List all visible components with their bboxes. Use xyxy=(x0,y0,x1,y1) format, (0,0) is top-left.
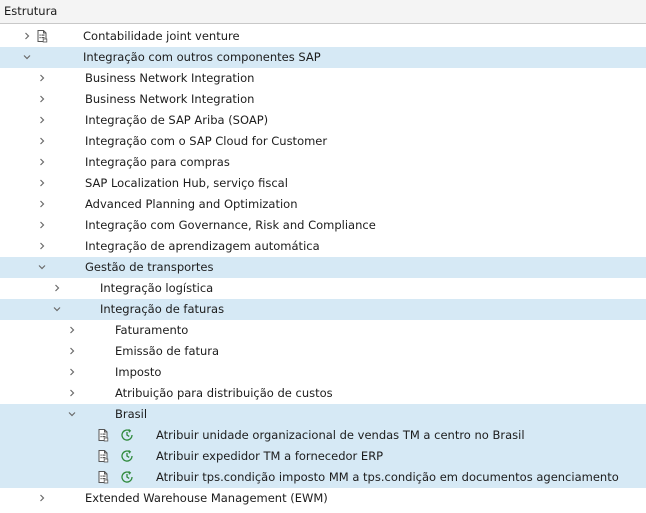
chevron-right-icon[interactable] xyxy=(37,136,47,146)
chevron-right-icon[interactable] xyxy=(37,220,47,230)
chevron-right-icon[interactable] xyxy=(37,178,47,188)
tree-row-faturamento[interactable] xyxy=(0,320,646,341)
chevron-down-icon[interactable] xyxy=(22,52,32,62)
chevron-right-icon[interactable] xyxy=(37,115,47,125)
tree-row-atribuir-unidade-organizacional-de-venda[interactable] xyxy=(0,425,646,446)
chevron-right-icon[interactable] xyxy=(37,73,47,83)
tree-row-sap-localization-hub-servico-fiscal[interactable] xyxy=(0,173,646,194)
chevron-right-icon[interactable] xyxy=(37,199,47,209)
tree-row-contabilidade-joint-venture[interactable] xyxy=(0,26,646,47)
chevron-down-icon[interactable] xyxy=(37,262,47,272)
chevron-right-icon[interactable] xyxy=(37,157,47,167)
tree-row-integracao-de-aprendizagem-automatica[interactable] xyxy=(0,236,646,257)
tree-row-label: Emissão de fatura xyxy=(115,344,220,358)
tree-row-label: Faturamento xyxy=(115,323,189,337)
chevron-right-icon[interactable] xyxy=(37,241,47,251)
tree-row-extended-warehouse-management-ewm[interactable] xyxy=(0,488,646,509)
customizing-document-icon[interactable] xyxy=(96,428,110,442)
tree-row-label: Integração de SAP Ariba (SOAP) xyxy=(85,113,269,127)
chevron-right-icon[interactable] xyxy=(37,94,47,104)
tree-row-brasil[interactable] xyxy=(0,404,646,425)
tree-row-label: Extended Warehouse Management (EWM) xyxy=(85,491,328,505)
clock-icon[interactable] xyxy=(120,449,134,463)
tree-row-label: Integração de faturas xyxy=(100,302,225,316)
tree-header xyxy=(0,0,646,24)
tree-row-label: Integração logística xyxy=(100,281,214,295)
tree-row-label: Atribuir unidade organizacional de vendas TM a centro no Brasil xyxy=(156,428,525,442)
tree-row-integracao-com-o-sap-cloud-for-customer[interactable] xyxy=(0,131,646,152)
tree-row-integracao-com-governance-risk-and-compl[interactable] xyxy=(0,215,646,236)
tree-row-label: Integração com Governance, Risk and Compliance xyxy=(85,218,376,232)
chevron-right-icon[interactable] xyxy=(52,283,62,293)
tree-row-label: Business Network Integration xyxy=(85,92,255,106)
header-title: Estrutura xyxy=(4,4,58,18)
tree-row-integracao-com-outros-componentes-sap[interactable] xyxy=(0,47,646,68)
chevron-right-icon[interactable] xyxy=(67,367,77,377)
tree-row-label: Business Network Integration xyxy=(85,71,255,85)
tree-row-integracao-para-compras[interactable] xyxy=(0,152,646,173)
tree-row-gestao-de-transportes[interactable] xyxy=(0,257,646,278)
tree-row-label: Imposto xyxy=(115,365,162,379)
tree-row-label: Integração com o SAP Cloud for Customer xyxy=(85,134,328,148)
tree-row-advanced-planning-and-optimization[interactable] xyxy=(0,194,646,215)
tree-row-imposto[interactable] xyxy=(0,362,646,383)
chevron-right-icon[interactable] xyxy=(67,346,77,356)
tree-row-label: Gestão de transportes xyxy=(85,260,214,274)
tree-row-label: Contabilidade joint venture xyxy=(83,29,240,43)
tree-row-atribuir-tps-condicao-imposto-mm-a-tps-c[interactable] xyxy=(0,467,646,488)
clock-icon[interactable] xyxy=(120,428,134,442)
tree-row-label: Atribuir tps.condição imposto MM a tps.condição em documentos agenciamento xyxy=(156,470,619,484)
tree-row-business-network-integration[interactable] xyxy=(0,89,646,110)
chevron-right-icon[interactable] xyxy=(67,388,77,398)
tree-row-label: Integração para compras xyxy=(85,155,230,169)
customizing-document-icon[interactable] xyxy=(35,29,49,43)
clock-icon[interactable] xyxy=(120,470,134,484)
tree-row-integracao-logistica[interactable] xyxy=(0,278,646,299)
tree-row-label: Advanced Planning and Optimization xyxy=(85,197,298,211)
tree-row-label: Integração com outros componentes SAP xyxy=(83,50,321,64)
tree-row-label: Integração de aprendizagem automática xyxy=(85,239,320,253)
chevron-down-icon[interactable] xyxy=(67,409,77,419)
tree-row-integracao-de-faturas[interactable] xyxy=(0,299,646,320)
chevron-down-icon[interactable] xyxy=(52,304,62,314)
tree-row-emissao-de-fatura[interactable] xyxy=(0,341,646,362)
tree-row-label: SAP Localization Hub, serviço fiscal xyxy=(85,176,288,190)
customizing-document-icon[interactable] xyxy=(96,449,110,463)
tree-row-atribuir-expedidor-tm-a-fornecedor-erp[interactable] xyxy=(0,446,646,467)
chevron-right-icon[interactable] xyxy=(67,325,77,335)
tree-row-label: Atribuir expedidor TM a fornecedor ERP xyxy=(156,449,384,463)
tree-row-label: Atribuição para distribuição de custos xyxy=(115,386,333,400)
tree-row-atribuicao-para-distribuicao-de-custos[interactable] xyxy=(0,383,646,404)
customizing-document-icon[interactable] xyxy=(96,470,110,484)
tree-row-integracao-de-sap-ariba-soap[interactable] xyxy=(0,110,646,131)
chevron-right-icon[interactable] xyxy=(37,493,47,503)
tree-row-business-network-integration[interactable] xyxy=(0,68,646,89)
tree-row-label: Brasil xyxy=(115,407,148,421)
chevron-right-icon[interactable] xyxy=(22,31,32,41)
